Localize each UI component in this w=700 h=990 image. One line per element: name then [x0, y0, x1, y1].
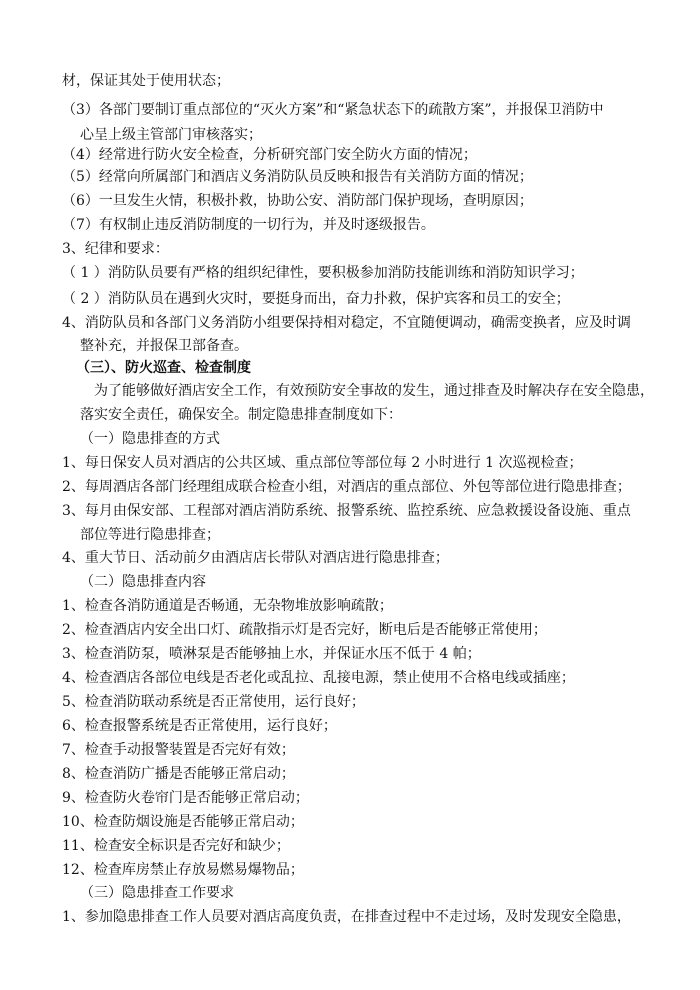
text-line: 1、检查各消防通道是否畅通，无杂物堆放影响疏散；	[62, 598, 393, 614]
text-line: 4、重大节日、活动前夕由酒店店长带队对酒店进行隐患排查；	[62, 550, 449, 566]
text-line: 5、检查消防联动系统是否正常使用，运行良好；	[62, 694, 365, 710]
text-line: 整补充，并报保卫部备查。	[80, 338, 248, 354]
text-line: 9、检查防火卷帘门是否能够正常启动；	[62, 790, 309, 806]
text-line: （4）经常进行防火安全检查，分析研究部门安全防火方面的情况；	[62, 147, 477, 163]
text-line: 3、纪律和要求：	[62, 241, 169, 257]
subsection-heading: （三）隐患排查工作要求	[80, 885, 234, 901]
text-line: 8、检查消防广播是否能够正常启动；	[62, 766, 295, 782]
section-heading: （三）、防火巡查、检查制度	[76, 360, 251, 376]
text-line: （ 2 ）消防队员在遇到火灾时，要挺身而出，奋力扑救，保护宾客和员工的安全；	[62, 291, 570, 307]
text-line: 4、检查酒店各部位电线是否老化或乱拉、乱接电源，禁止使用不合格电线或插座；	[62, 670, 575, 686]
text-line: 1、参加隐患排查工作人员要对酒店高度负责，在排查过程中不走过场，及时发现安全隐患，	[62, 909, 631, 925]
text-line: 4、消防队员和各部门义务消防小组要保持相对稳定，不宜随便调动，确需变换者，应及时调	[62, 315, 631, 331]
text-line: （7）有权制止违反消防制度的一切行为，并及时逐级报告。	[62, 217, 435, 233]
text-line: 3、检查消防泵，喷淋泵是否能够抽上水，并保证水压不低于 4 帕；	[62, 646, 481, 662]
text-line: 落实安全责任，确保安全。制定隐患排查制度如下：	[80, 407, 402, 423]
text-line: 12、检查库房禁止存放易燃易爆物品；	[62, 862, 304, 878]
text-line: 3、每月由保安部、工程部对酒店消防系统、报警系统、监控系统、应急救援设备设施、重点	[62, 503, 631, 519]
text-line: 心呈上级主管部门审核落实；	[80, 127, 262, 143]
text-line: 11、检查安全标识是否完好和缺少；	[62, 838, 290, 854]
text-line: 2、检查酒店内安全出口灯、疏散指示灯是否完好，断电后是否能够正常使用；	[62, 622, 547, 638]
text-line: 为了能够做好酒店安全工作，有效预防安全事故的发生，通过排查及时解决存在安全隐患，	[94, 383, 654, 399]
text-line: 部位等进行隐患排查；	[80, 527, 220, 543]
text-line: （5）经常向所属部门和酒店义务消防队员反映和报告有关消防方面的情况；	[62, 169, 533, 185]
text-line: 6、检查报警系统是否正常使用，运行良好；	[62, 718, 337, 734]
text-line: （ 1 ）消防队员要有严格的组织纪律性，要积极参加消防技能训练和消防知识学习；	[62, 265, 584, 281]
text-line: 2、每周酒店各部门经理组成联合检查小组，对酒店的重点部位、外包等部位进行隐患排查；	[62, 479, 631, 495]
subsection-heading: （二）隐患排查内容	[80, 574, 206, 590]
text-line: 10、检查防烟设施是否能够正常启动；	[62, 814, 304, 830]
subsection-heading: （一）隐患排查的方式	[80, 431, 220, 447]
text-line: 1、每日保安人员对酒店的公共区域、重点部位等部位每 2 小时进行 1 次巡视检查；	[62, 455, 583, 471]
text-line: （6）一旦发生火情，积极扑救，协助公安、消防部门保护现场，查明原因；	[62, 193, 533, 209]
text-line: 材，保证其处于使用状态；	[62, 73, 230, 89]
text-line: 7、检查手动报警装置是否完好有效；	[62, 742, 295, 758]
text-line: （3）各部门要制订重点部位的“灭火方案”和“紧急状态下的疏散方案”，并报保卫消防中	[62, 102, 604, 118]
